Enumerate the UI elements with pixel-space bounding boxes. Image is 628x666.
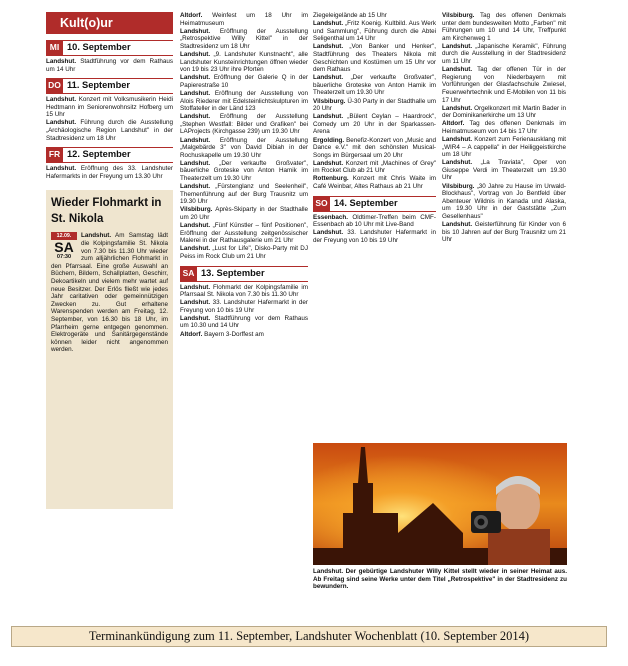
date-badge <box>51 232 77 261</box>
event-entry <box>313 214 436 229</box>
event-entry <box>313 43 436 73</box>
event-entry <box>180 315 308 330</box>
event-entry <box>180 28 308 51</box>
event-text: Weinfest um 18 Uhr im Heimatmuseum <box>180 12 308 27</box>
badge-day: SA <box>54 239 74 256</box>
event-entry <box>180 183 308 206</box>
event-place: Landshut. <box>46 119 77 127</box>
column-4 <box>442 12 566 244</box>
event-text: „Bülent Ceylan – Haardrock", Comedy um 20 Uhr in der Sparkassen-Arena <box>313 113 436 136</box>
event-text: Benefiz-Konzert von „Music and Dance e.V." mit den schönsten Musical-Songs im Bürgersaal um 20 Uhr <box>313 136 436 159</box>
event-entry <box>442 183 566 221</box>
event-text: „Fritz Koenig. Kultbild. Aus Werk und Sammlung", Führung durch die Abtei Seligenthal um 14 Uhr <box>313 20 436 43</box>
event-entry <box>442 221 566 244</box>
event-entry <box>46 119 173 142</box>
event-place: Altdorf. <box>180 330 203 338</box>
event-entry <box>180 90 308 113</box>
event-entry <box>313 12 436 20</box>
event-text: Tag des offenen Denkmals unter dem bundesweiten Motto „Farben" mit Führungen um 10 und 14 Uhr, Treffpunkt am Kirchenweg 1 <box>442 12 566 42</box>
event-place: Landshut. <box>442 136 473 143</box>
event-list-wednesday <box>46 58 173 73</box>
day-abbr: FR <box>46 148 63 162</box>
event-list-sunday <box>313 214 436 245</box>
event-place: Landshut. <box>313 43 344 51</box>
event-place: Landshut. <box>442 42 473 50</box>
event-place: Landshut. <box>180 314 211 322</box>
day-abbr: DO <box>46 79 63 93</box>
event-place: Landshut. <box>313 74 344 82</box>
event-entry <box>46 96 173 119</box>
event-entry <box>313 175 436 190</box>
event-text: Ü-30 Party in der Stadthalle um 20 Uhr <box>313 97 436 113</box>
event-entry <box>180 160 308 183</box>
event-place: Landshut. <box>313 159 344 167</box>
event-text: „Japanische Keramik", Führung durch die Ausstellung in der Stadtresidenz um 11 Uhr <box>442 42 566 66</box>
event-place: Landshut. <box>180 283 211 291</box>
event-entry <box>442 12 566 42</box>
event-entry <box>313 113 436 136</box>
date-header-saturday <box>180 266 308 282</box>
event-entry <box>442 136 566 159</box>
event-entry <box>180 299 308 314</box>
event-entry <box>180 222 308 245</box>
event-text: „Lust for Life", Disko-Party mit DJ Peiss im Rock Club um 21 Uhr <box>180 245 308 260</box>
event-place: Landshut. <box>313 113 344 121</box>
event-entry <box>313 229 436 244</box>
event-text: Tag der offenen Tür in der Regierung von Niederbayern mit Vorführungen der Glasfachschule Zwiesel, Feuerwehrtechnik und E-Mobilen von 11 bis 17 Uhr <box>442 66 566 104</box>
event-entry <box>180 245 308 260</box>
day-abbr: MI <box>46 41 63 55</box>
artist-photo <box>313 443 567 565</box>
event-text: „Der verkaufte Großvater", bäuerliche Groteske von Anton Hamik im Theaterzelt um 19.30 Uhr <box>313 74 436 97</box>
event-text: Orgelkonzert mit Martin Bader in der Dominikanerkirche um 13 Uhr <box>442 104 566 120</box>
event-place: Essenbach. <box>313 213 348 221</box>
event-list-saturday-cont <box>313 12 436 191</box>
event-text: Eröffnung der Galerie Q in der Papierestraße 10 <box>180 74 308 89</box>
event-text: Geisterführung für Kinder von 6 bis 10 Jahren auf der Burg Trausnitz um 21 Uhr <box>442 221 566 244</box>
event-place: Vilsbiburg. <box>442 182 475 190</box>
event-text: Stadtführung vor dem Rathaus um 10.30 und 14 Uhr <box>180 314 308 330</box>
event-place: Vilsbiburg. <box>180 206 213 214</box>
photo-illustration <box>313 443 567 565</box>
event-place: Vilsbiburg. <box>313 97 346 105</box>
event-place: Landshut. <box>180 89 211 97</box>
event-text: „30 Jahre zu Hause im Urwald-Blockhaus", Vortrag von Jo Bentfeld über Abenteuer Wildnis in Kanada und Alaska, um 19.30 Uhr in der Gaststätte „Zum Gesellenhaus" <box>442 182 566 220</box>
event-text: „Der verkaufte Großvater", bäuerliche Groteske von Anton Hamik im Theaterzelt um 19.30 Uhr <box>180 159 308 182</box>
event-text: Eröffnung der Ausstellung „Malgebärde 3" von David Dibiah in der Rochuskapelle um 19.30 Uhr <box>180 136 308 159</box>
event-text: Konzert zum Ferienausklang mit „WIR4 – A cappella" in der Heiliggeistkirche um 18 Uhr <box>442 136 566 159</box>
day-abbr: SO <box>313 197 330 211</box>
event-place: Landshut. <box>442 221 473 229</box>
event-text: Flohmarkt der Kolpingsfamilie im Pfarrsaal St. Nikola von 7.30 bis 11.30 Uhr <box>180 283 308 299</box>
event-text: Konzert mit Volksmusikerin Heidi Hedtmann im Seniorenwohnsitz Hofberg um 15 Uhr <box>46 96 173 119</box>
event-entry <box>442 120 566 135</box>
event-entry <box>442 43 566 66</box>
event-place: Landshut. <box>46 58 77 65</box>
event-entry <box>180 113 308 136</box>
event-list-friday-cont <box>180 12 308 261</box>
event-entry <box>180 12 308 27</box>
event-entry <box>313 74 436 97</box>
event-entry <box>442 105 566 120</box>
date-label: 12. September <box>67 149 131 160</box>
photo-caption <box>313 568 567 591</box>
event-place: Landshut. <box>180 245 211 253</box>
event-text: Après-Skiparty in der Stadthalle um 20 Uhr <box>180 206 308 221</box>
event-place: Rottenburg. <box>313 175 349 183</box>
event-place: Landshut. <box>180 74 211 82</box>
event-entry <box>180 137 308 160</box>
caption-place: Landshut. <box>313 568 344 575</box>
column-1 <box>46 12 173 509</box>
event-list-sunday-cont <box>442 12 566 244</box>
event-place: Landshut. <box>313 229 344 237</box>
event-text: „Fünf Künstler – fünf Positionen", Eröffnung der Ausstellung zeitgenössischer Malerei in der Rathausgalerie um 21 Uhr <box>180 222 308 245</box>
event-place: Altdorf. <box>442 120 465 128</box>
event-place: Landshut. <box>180 113 211 121</box>
event-text: „La Traviata", Oper von Giuseppe Verdi im Theaterzelt um 19.30 Uhr <box>442 159 566 182</box>
event-place: Landshut. <box>180 50 211 58</box>
event-text: Eröffnung der Ausstellung „Retrospektive Willy Kittel" in der Stadtresidenz um 18 Uhr <box>180 27 308 50</box>
date-label: 14. September <box>334 197 398 208</box>
column-3 <box>313 12 436 245</box>
event-text: „9. Landshuter Kunstnacht", alle Landshuter Kunsteinrichtungen öffnen wieder von 19 bis 23 Uhr ihre Pforten <box>180 50 308 74</box>
event-place: Altdorf. <box>180 12 203 19</box>
event-entry <box>313 137 436 160</box>
event-text: Eröffnung des 33. Landshuter Hafermarkts in der Freyung um 13.30 Uhr <box>46 165 173 180</box>
sidebar-title: Wieder Flohmarkt in St. Nikola <box>51 197 162 226</box>
badge-time: 07:30 <box>56 254 72 261</box>
date-header-sunday <box>313 196 436 212</box>
event-place: Landshut. <box>442 104 473 112</box>
day-abbr: SA <box>180 267 197 281</box>
event-entry <box>46 58 173 73</box>
event-text: Eröffnung der Ausstellung von Alois Riederer mit Edelsteinlichtskulpturen im Stoffateller in der Länd 123 <box>180 89 308 113</box>
event-text: Tag des offenen Denkmals im Heimatmuseum von 14 bis 17 Uhr <box>442 120 566 135</box>
event-list-friday <box>46 165 173 180</box>
event-entry <box>46 165 173 180</box>
kultour-logo: Kult(o)ur <box>46 12 173 34</box>
event-entry <box>313 160 436 175</box>
sidebar-place: Landshut. <box>81 232 112 240</box>
event-place: Landshut. <box>180 136 211 144</box>
event-text: Oldtimer-Treffen beim CMF-Essenbach ab 10 Uhr mit Live-Band <box>313 213 436 229</box>
event-entry <box>180 51 308 74</box>
date-header-wednesday <box>46 40 173 56</box>
event-entry <box>180 74 308 89</box>
flohmarkt-sidebar <box>46 190 173 509</box>
badge-date: 12.09. <box>51 232 77 240</box>
event-place: Landshut. <box>180 183 211 191</box>
event-text: Führung durch die Ausstellung „Archäologische Region Landshut" in der Stadtresidenz um 18 Uhr <box>46 119 173 142</box>
date-header-friday <box>46 147 173 163</box>
event-place: Landshut. <box>46 96 77 104</box>
event-text: Bayern 3-Dorffest am <box>202 330 264 338</box>
date-label: 11. September <box>67 80 131 91</box>
event-place: Landshut. <box>46 165 77 173</box>
event-entry <box>442 66 566 104</box>
event-entry <box>313 20 436 43</box>
event-list-thursday <box>46 96 173 142</box>
sidebar-body: Am Samstag lädt die Kolpingsfamilie St. Nikola von 7.30 bis 11.30 Uhr wieder zum alljährlichen Flohmarkt in den Pfarrsaal. Eine große Auswahl an Büchern, Bildern, Schallplatten, Geschirr, Dekoartikeln und vielem mehr wartet auf neue Besitzer. Der Erlös fließt wie jedes Jahr caritativen oder gemeinnützigen Zwecken zu. Gut erhaltene Warenspenden werden am Freitag, 12. September, von 16.30 bis 18 Uhr, im Pfarrheim gerne entgegen genommen. Elektrogeräte und Sanitärgegenstände können leider nicht angenommen werden. <box>51 232 168 354</box>
event-place: Landshut. <box>442 66 473 74</box>
event-place: Landshut. <box>313 20 344 28</box>
column-2 <box>180 12 308 339</box>
event-list-saturday <box>180 284 308 339</box>
event-text: „Von Banker und Henker", Stadtführung des Theaters Nikola mit Geschichten und Kostümen um 15 Uhr vor dem Rathaus <box>313 43 436 74</box>
event-text: Ziegeleigelände ab 15 Uhr <box>313 12 387 19</box>
event-entry <box>180 284 308 299</box>
event-entry <box>180 206 308 221</box>
date-label: 13. September <box>201 267 265 278</box>
event-text: 33. Landshuter Hafermarkt in der Freyung von 10 bis 19 Uhr <box>313 229 436 244</box>
event-text: 33. Landshuter Hafermarkt in der Freyung von 10 bis 19 Uhr <box>180 299 308 314</box>
event-text: Konzert mit Chris Waite im Café Weinbar, Altes Rathaus ab 21 Uhr <box>313 175 436 191</box>
event-place: Ergolding. <box>313 136 345 144</box>
caption-text: Der gebürtige Landshuter Willy Kittel stellt wieder in seiner Heimat aus. Ab Freitag sind seine Werke unter dem Titel „Retrospektive" in der Stadtresidenz zu bewundern. <box>313 568 567 591</box>
event-place: Landshut. <box>180 299 211 307</box>
event-entry <box>442 159 566 182</box>
event-entry <box>180 331 308 339</box>
event-text: Stadtführung vor dem Rathaus um 14 Uhr <box>46 58 173 73</box>
event-text: Eröffnung der Ausstellung „Stephen Westfall: Bilder und Grafiken" bei LAProjects (Kirchgasse 239) um 19.30 Uhr <box>180 113 308 136</box>
date-label: 10. September <box>67 42 131 53</box>
event-text: Konzert mit „Machines of Grey" im Rocket Club ab 21 Uhr <box>313 159 436 175</box>
event-place: Landshut. <box>180 159 211 167</box>
date-header-thursday <box>46 78 173 94</box>
event-place: Landshut. <box>180 27 211 35</box>
event-place: Landshut. <box>442 159 473 167</box>
event-place: Landshut. <box>180 222 211 230</box>
event-place: Vilsbiburg. <box>442 12 475 19</box>
event-entry <box>313 98 436 113</box>
source-footer: Terminankündigung zum 11. September, Landshuter Wochenblatt (10. September 2014) <box>11 626 607 647</box>
event-text: „Fürstenglanz und Seelenheil", Themenführung auf der Burg Trausnitz um 19.30 Uhr <box>180 183 308 206</box>
